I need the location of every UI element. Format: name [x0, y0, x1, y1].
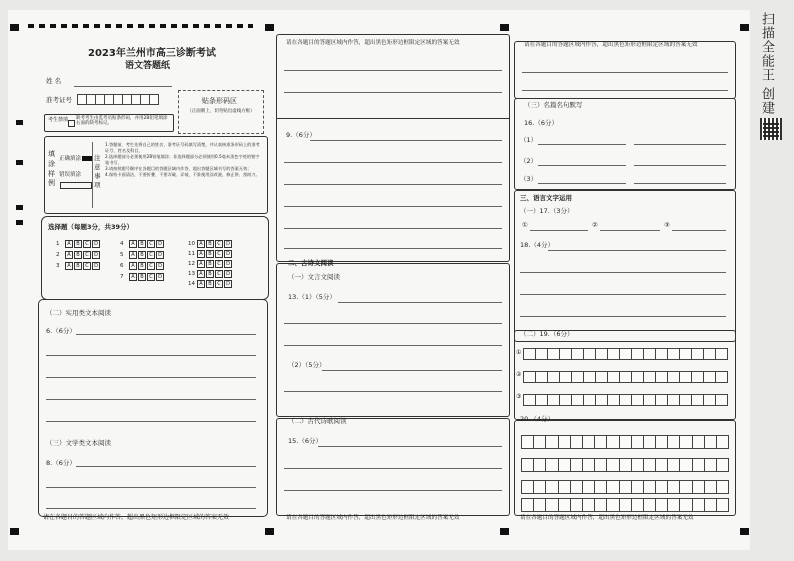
notes-list [105, 142, 263, 179]
ancient-section-title: 二、古诗文阅读 [288, 259, 334, 267]
note-item: 3.请按照题号顺序在各题目的答题区域内作答，超出答题区域书写的答案无效； [105, 166, 252, 172]
fill-example-label: 填涂样例 [48, 150, 55, 188]
choice-row [56, 240, 101, 248]
q19-label: （二）19.（6分） [520, 330, 574, 338]
timing-mark [16, 120, 23, 125]
q19-mark-2: ② [516, 371, 522, 378]
writing-line [46, 399, 256, 400]
choice-bubble-c[interactable]: C [215, 280, 223, 288]
choice-bubble-a[interactable]: A [129, 273, 137, 281]
choice-bubble-a[interactable]: A [197, 240, 205, 248]
choice-bubble-b[interactable]: B [206, 250, 214, 258]
writing-line [520, 272, 726, 273]
name-field[interactable] [74, 86, 172, 87]
choice-bubble-d[interactable]: D [156, 273, 164, 281]
choice-bubble-a[interactable]: A [197, 250, 205, 258]
q8-label: 8.（6分） [46, 459, 76, 467]
q17-blank[interactable] [530, 230, 588, 231]
timing-mark [16, 160, 23, 165]
section-divider [276, 118, 509, 119]
absent-text: 缺考考生由监考员贴条形码，并用2B铅笔填涂右面的缺考标记。 [76, 116, 168, 126]
choice-bubble-a[interactable]: A [65, 251, 73, 259]
absent-checkbox[interactable] [68, 120, 75, 127]
choice-bubble-a[interactable]: A [65, 240, 73, 248]
writing-line [548, 250, 726, 251]
q17-label: （一）17.（3分） [520, 207, 574, 215]
choice-number: 14 [188, 281, 195, 287]
choice-bubble-c[interactable]: C [83, 240, 91, 248]
q17-mark-1: ① [522, 221, 528, 229]
choice-bubble-c[interactable]: C [147, 262, 155, 270]
q9-label: 9.（6分） [286, 131, 316, 139]
timing-mark [16, 220, 23, 225]
q20-char-grid[interactable] [522, 480, 729, 494]
timing-mark [740, 528, 749, 535]
q13-2-label: （2）（5分） [288, 361, 326, 369]
writing-line [318, 446, 502, 447]
writing-line [284, 323, 502, 324]
writing-line [46, 355, 256, 356]
choice-bubble-b[interactable]: B [206, 260, 214, 268]
choice-bubble-c[interactable]: C [215, 270, 223, 278]
choice-number: 4 [120, 241, 124, 247]
absent-label: 考生禁填 [48, 117, 69, 123]
writing-line [46, 487, 256, 488]
choice-bubble-c[interactable]: C [83, 262, 91, 270]
famous-section-title: （三）名篇名句默写 [524, 101, 583, 109]
timing-mark [740, 24, 749, 31]
timing-mark [500, 24, 509, 31]
scanner-watermark: 扫描全能王 创建 [759, 12, 774, 116]
q16-blank[interactable] [634, 165, 726, 166]
writing-line [520, 316, 726, 317]
q16-label: 16.（6分） [524, 119, 558, 127]
writing-line [284, 490, 502, 491]
choice-grid [48, 240, 262, 292]
choice-bubble-d[interactable]: D [156, 240, 164, 248]
col3-header-note: 请在各题目的答题区域内作答，超出黑色矩形边框限定区域的答案无效 [524, 42, 698, 48]
q13-1-label: 13.（1）（5分） [288, 293, 336, 301]
timing-mark [10, 528, 19, 535]
timing-mark [10, 24, 19, 31]
choice-row [188, 250, 233, 258]
barcode-area-note: （正面朝上，切勿贴出虚线方框） [187, 109, 255, 114]
choice-bubble-d[interactable]: D [224, 250, 232, 258]
q16-blank[interactable] [538, 183, 626, 184]
q16-blank[interactable] [538, 165, 626, 166]
choice-row [120, 262, 165, 270]
choice-bubble-b[interactable]: B [138, 273, 146, 281]
choice-row [188, 260, 233, 268]
choice-bubble-b[interactable]: B [206, 270, 214, 278]
writing-line [76, 334, 256, 335]
divider [92, 142, 93, 208]
writing-line [46, 508, 256, 509]
choice-number: 13 [188, 271, 195, 277]
choice-number: 7 [120, 274, 124, 280]
q19-char-grid[interactable] [524, 348, 728, 360]
choice-bubble-a[interactable]: A [197, 280, 205, 288]
note-item: 1.答题前，考生先将自己的姓名、准考证号码填写清楚，并认真核准条形码上的准考证号、姓名及科目， [105, 142, 260, 154]
writing-line [522, 90, 728, 91]
q16-item-3: （3） [520, 175, 538, 183]
notes-label: 注意事项 [94, 154, 101, 190]
col2-header-note: 请在各题目的答题区域内作答，超出黑色矩形边框限定区域的答案无效 [286, 40, 460, 46]
timing-strip [28, 24, 253, 28]
note-item: 4.保持卡面清洁，不要折叠、不要弄破、弄皱，不准使用涂改液、修正带、刮纸刀。 [105, 172, 260, 178]
choice-bubble-a[interactable]: A [197, 260, 205, 268]
q20-char-grid[interactable] [522, 498, 729, 512]
q6-label: 6.（6分） [46, 327, 76, 335]
exam-id-boxes[interactable] [78, 94, 159, 105]
writing-line [522, 72, 728, 73]
correct-fill-sample [82, 156, 92, 161]
q19-mark-1: ① [516, 349, 522, 356]
choice-bubble-c[interactable]: C [83, 251, 91, 259]
q16-blank[interactable] [634, 144, 726, 145]
q17-mark-3: ③ [664, 221, 670, 229]
timing-mark [265, 24, 274, 31]
poetry-section-title: （二）古代诗歌阅读 [288, 417, 347, 425]
col2-box-bottom [276, 418, 510, 516]
choice-bubble-c[interactable]: C [147, 240, 155, 248]
q16-item-2: （2） [520, 157, 538, 165]
q19-mark-3: ③ [516, 393, 522, 400]
choice-number: 6 [120, 263, 124, 269]
choice-row [56, 251, 101, 259]
choice-row [120, 273, 165, 281]
choice-bubble-d[interactable]: D [224, 280, 232, 288]
writing-line [46, 377, 256, 378]
choice-bubble-c[interactable]: C [147, 251, 155, 259]
writing-line [284, 184, 502, 185]
choice-bubble-c[interactable]: C [215, 240, 223, 248]
choice-bubble-a[interactable]: A [129, 251, 137, 259]
writing-line [284, 345, 502, 346]
writing-line [46, 421, 256, 422]
choice-number: 5 [120, 252, 124, 258]
choice-bubble-b[interactable]: B [138, 240, 146, 248]
writing-line [284, 228, 502, 229]
choice-number: 2 [56, 252, 60, 258]
choice-bubble-b[interactable]: B [138, 262, 146, 270]
choice-number: 1 [56, 241, 60, 247]
q20-char-grid[interactable] [522, 458, 729, 472]
note-item: 2.选择题部分必须使用2B铅笔填涂；非选择题部分必须使用0.5毫米黑色字迹的签字笔书写， [105, 154, 260, 166]
q19-char-grid[interactable] [524, 371, 728, 383]
choice-bubble-d[interactable]: D [92, 262, 100, 270]
answer-sheet [8, 10, 750, 550]
wrong-fill-label: 错误填涂 [59, 172, 82, 178]
literary-section-title: （三）文学类文本阅读 [46, 439, 111, 447]
exam-title: 2023年兰州市高三诊断考试 [88, 48, 216, 59]
practical-section-title: （二）实用类文本阅读 [46, 309, 111, 317]
choice-bubble-b[interactable]: B [206, 280, 214, 288]
q15-label: 15.（6分） [288, 437, 322, 445]
choice-bubble-a[interactable]: A [129, 262, 137, 270]
qr-code-icon [760, 118, 782, 140]
writing-line [284, 391, 502, 392]
exam-subtitle: 语文答题纸 [125, 61, 171, 71]
choice-bubble-b[interactable]: B [138, 251, 146, 259]
q17-blank[interactable] [672, 230, 726, 231]
timing-mark [16, 205, 23, 210]
choice-bubble-d[interactable]: D [92, 240, 100, 248]
choice-bubble-d[interactable]: D [156, 262, 164, 270]
choice-number: 11 [188, 251, 195, 257]
choice-bubble-d[interactable]: D [224, 240, 232, 248]
q18-label: 18.（4分） [520, 241, 554, 249]
choice-bubble-b[interactable]: B [74, 240, 82, 248]
writing-line [284, 162, 502, 163]
timing-mark [500, 528, 509, 535]
choice-bubble-c[interactable]: C [215, 260, 223, 268]
choice-number: 10 [188, 241, 195, 247]
choice-row [120, 240, 165, 248]
writing-line [322, 370, 502, 371]
correct-fill-label: 正确填涂 [59, 156, 82, 162]
choice-bubble-b[interactable]: B [206, 240, 214, 248]
choice-bubble-a[interactable]: A [129, 240, 137, 248]
writing-line [76, 466, 256, 467]
writing-line [284, 92, 502, 93]
choice-bubble-d[interactable]: D [156, 251, 164, 259]
writing-line [284, 206, 502, 207]
choice-bubble-c[interactable]: C [215, 250, 223, 258]
writing-line [284, 70, 502, 71]
choice-bubble-b[interactable]: B [74, 262, 82, 270]
q17-blank[interactable] [600, 230, 660, 231]
col2-box-mid [276, 263, 510, 417]
q16-blank[interactable] [634, 183, 726, 184]
choice-number: 12 [188, 261, 195, 267]
name-label: 姓 名 [46, 77, 62, 85]
language-section-title: 三、语言文字运用 [520, 194, 572, 202]
exam-id-label: 准考证号 [46, 96, 72, 104]
choice-bubble-d[interactable]: D [224, 270, 232, 278]
choice-row [188, 240, 233, 248]
barcode-area-title: 贴条形码区 [202, 97, 237, 105]
writing-line [284, 248, 502, 249]
timing-mark [265, 528, 274, 535]
choice-title: 选择题（每题3分，共39分） [48, 223, 134, 231]
choice-row [188, 270, 233, 278]
q20-label: 20.（4分） [520, 415, 554, 423]
choice-row [188, 280, 233, 288]
q17-mark-2: ② [592, 221, 598, 229]
col3-footer: 请在各题目的答题区域内作答，超出黑色矩形边框限定区域的答案无效 [520, 515, 694, 521]
q20-char-grid[interactable] [522, 435, 729, 449]
q16-blank[interactable] [538, 144, 626, 145]
writing-line [310, 140, 502, 141]
col1-footer: 请在各题目的答题区域内作答，超出黑色矩形边框限定区域的答案无效 [43, 514, 230, 521]
q19-char-grid[interactable] [524, 394, 728, 406]
choice-row [56, 262, 101, 270]
choice-number: 3 [56, 263, 60, 269]
choice-row [120, 251, 165, 259]
q16-item-1: （1） [520, 136, 538, 144]
choice-bubble-d[interactable]: D [224, 260, 232, 268]
choice-bubble-d[interactable]: D [92, 251, 100, 259]
choice-bubble-a[interactable]: A [65, 262, 73, 270]
choice-bubble-a[interactable]: A [197, 270, 205, 278]
classical-section-title: （一）文言文阅读 [288, 273, 340, 281]
wrong-fill-sample [60, 182, 92, 189]
col2-footer: 请在各题目的答题区域内作答，超出黑色矩形边框限定区域的答案无效 [286, 515, 460, 521]
choice-bubble-b[interactable]: B [74, 251, 82, 259]
choice-bubble-c[interactable]: C [147, 273, 155, 281]
writing-line [284, 468, 502, 469]
writing-line [520, 294, 726, 295]
writing-line [338, 302, 502, 303]
